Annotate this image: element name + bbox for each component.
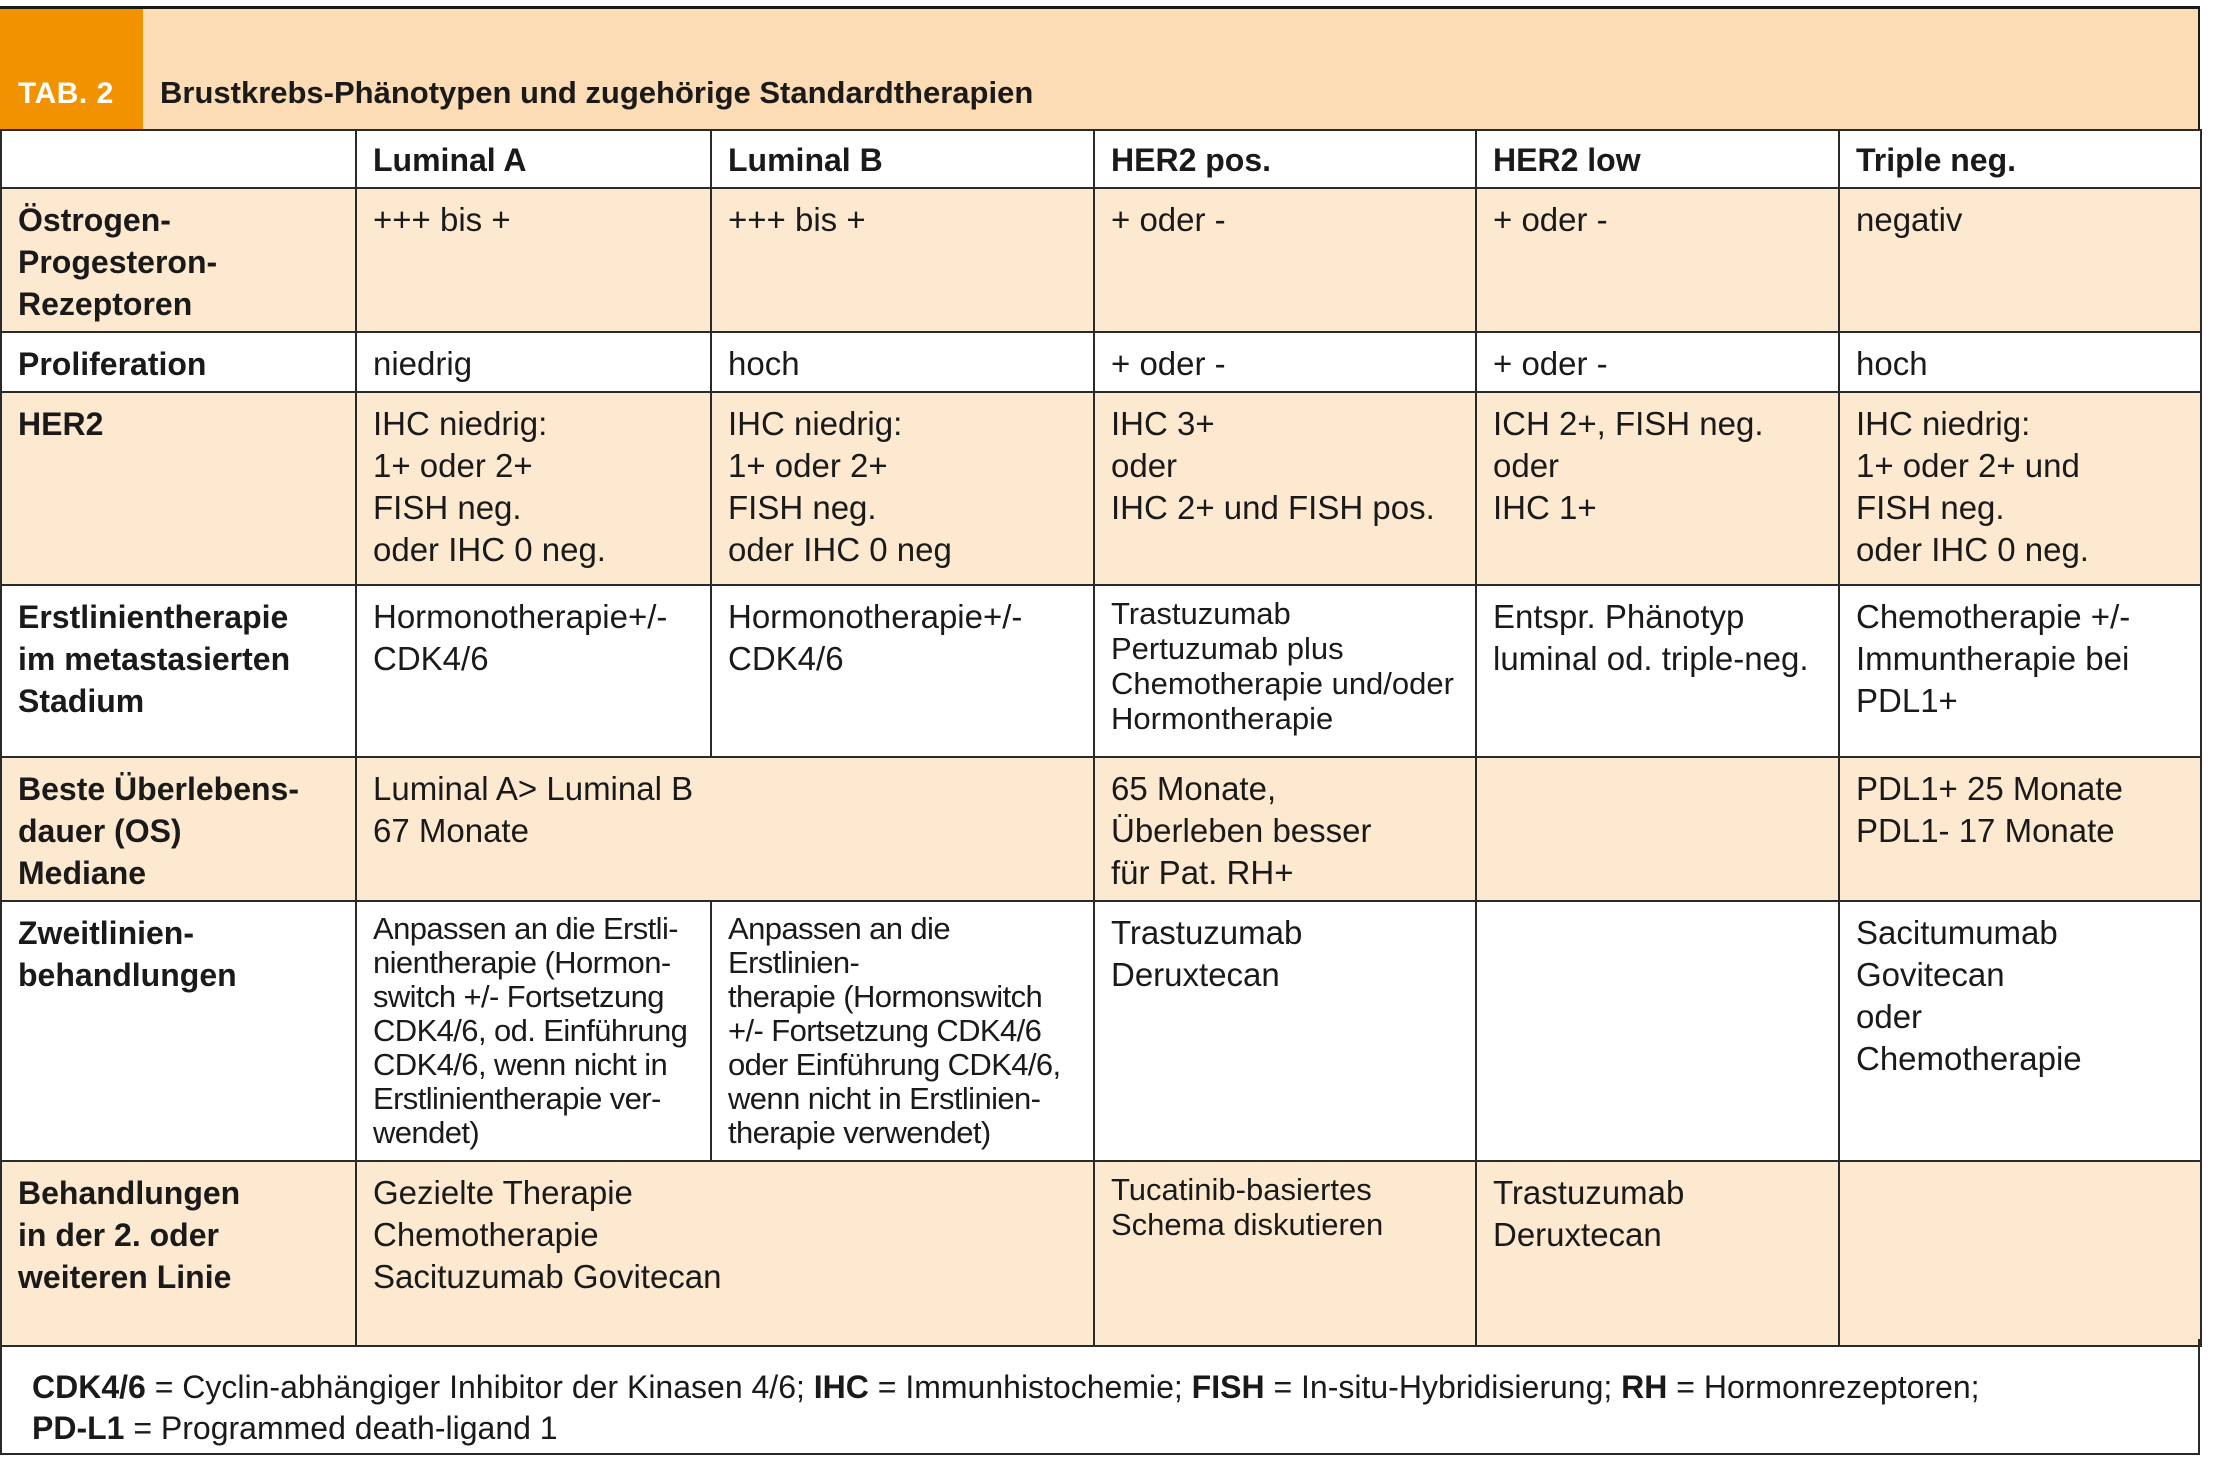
- cell-survival-her2-pos: 65 Monate, Überleben besser für Pat. RH+: [1094, 757, 1476, 901]
- cell-further-line-luminal-ab: Gezielte Therapie Chemotherapie Sacituzumab Govitecan: [356, 1161, 1094, 1346]
- table-title: Brustkrebs-Phänotypen und zugehörige Standardtherapien: [160, 75, 1034, 110]
- cell-her2-her2-pos: IHC 3+ oder IHC 2+ und FISH pos.: [1094, 392, 1476, 585]
- cell-receptors-luminal-b: +++ bis +: [711, 188, 1094, 332]
- cell-receptors-triple-neg: negativ: [1839, 188, 2201, 332]
- row-label-her2: HER2: [1, 392, 356, 585]
- cell-first-line-triple-neg: Chemotherapie +/- Immuntherapie bei PDL1+: [1839, 585, 2201, 757]
- footnote-abbr-pdl1: PD-L1: [32, 1410, 125, 1446]
- cell-proliferation-her2-low: + oder -: [1476, 332, 1839, 392]
- table-row-further-line: [1, 1161, 2201, 1346]
- table-row-proliferation: [1, 332, 2201, 392]
- row-label-survival: Beste Überlebens- dauer (OS) Mediane: [1, 757, 356, 901]
- tab-label: TAB. 2: [0, 9, 143, 129]
- column-header-luminal-a: Luminal A: [356, 130, 711, 188]
- table-row-receptors: [1, 188, 2201, 332]
- column-header-triple-neg: Triple neg.: [1839, 130, 2201, 188]
- cell-her2-luminal-b: IHC niedrig: 1+ oder 2+ FISH neg. oder IHC 0 neg: [711, 392, 1094, 585]
- cell-further-line-triple-neg: [1839, 1161, 2201, 1346]
- footnote-def-pdl1: = Programmed death-ligand 1: [124, 1410, 558, 1446]
- cell-first-line-her2-pos: Trastuzumab Pertuzumab plus Chemotherapie und/oder Hormontherapie: [1094, 585, 1476, 757]
- footnote-abbr-ihc: IHC: [813, 1369, 869, 1405]
- header-row: [1, 130, 2201, 188]
- cell-first-line-her2-low: Entspr. Phänotyp luminal od. triple-neg.: [1476, 585, 1839, 757]
- row-label-further-line: Behandlungen in der 2. oder weiteren Linie: [1, 1161, 356, 1346]
- footnote-def-ihc: = Immunhistochemie;: [868, 1369, 1192, 1405]
- cell-receptors-luminal-a: +++ bis +: [356, 188, 711, 332]
- cell-survival-luminal-ab: Luminal A> Luminal B 67 Monate: [356, 757, 1094, 901]
- cell-second-line-triple-neg: Sacitumumab Govitecan oder Chemotherapie: [1839, 901, 2201, 1161]
- cell-further-line-her2-low: Trastuzumab Deruxtecan: [1476, 1161, 1839, 1346]
- table-row-second-line: [1, 901, 2201, 1161]
- cell-her2-her2-low: ICH 2+, FISH neg. oder IHC 1+: [1476, 392, 1839, 585]
- cell-receptors-her2-pos: + oder -: [1094, 188, 1476, 332]
- table-row-survival: [1, 757, 2201, 901]
- row-label-receptors: Östrogen- Progesteron- Rezeptoren: [1, 188, 356, 332]
- footnote-def-rh: = Hormonrezeptoren;: [1667, 1369, 1980, 1405]
- cell-further-line-her2-pos: Tucatinib-basiertes Schema diskutieren: [1094, 1161, 1476, 1346]
- cell-her2-triple-neg: IHC niedrig: 1+ oder 2+ und FISH neg. oder IHC 0 neg.: [1839, 392, 2201, 585]
- table-row-her2: [1, 392, 2201, 585]
- cell-proliferation-luminal-a: niedrig: [356, 332, 711, 392]
- cell-second-line-her2-pos: Trastuzumab Deruxtecan: [1094, 901, 1476, 1161]
- footnote-def-cdk: = Cyclin-abhängiger Inhibitor der Kinasen 4/6;: [145, 1369, 814, 1405]
- cell-second-line-her2-low: [1476, 901, 1839, 1161]
- table-frame: [0, 6, 2200, 1460]
- cell-proliferation-triple-neg: hoch: [1839, 332, 2201, 392]
- footnote-abbr-cdk: CDK4/6: [32, 1369, 146, 1405]
- cell-receptors-her2-low: + oder -: [1476, 188, 1839, 332]
- row-label-first-line: Erstlinientherapie im metastasierten Stadium: [1, 585, 356, 757]
- footnote-abbr-rh: RH: [1621, 1369, 1668, 1405]
- cell-first-line-luminal-b: Hormonotherapie+/- CDK4/6: [711, 585, 1094, 757]
- cell-first-line-luminal-a: Hormonotherapie+/- CDK4/6: [356, 585, 711, 757]
- footnote: [0, 1339, 2200, 1455]
- row-label-second-line: Zweitlinien- behandlungen: [1, 901, 356, 1161]
- column-header-empty: [1, 130, 356, 188]
- cell-second-line-luminal-b: Anpassen an die Erstlinien- therapie (Hormonswitch +/- Fortsetzung CDK4/6 oder Einführung CDK4/6, wenn nicht in Erstlinien- therapie verwendet): [711, 901, 1094, 1161]
- table-row-first-line: [1, 585, 2201, 757]
- cell-her2-luminal-a: IHC niedrig: 1+ oder 2+ FISH neg. oder IHC 0 neg.: [356, 392, 711, 585]
- cell-proliferation-her2-pos: + oder -: [1094, 332, 1476, 392]
- cell-second-line-luminal-a: Anpassen an die Erstli- nientherapie (Hormon- switch +/- Fortsetzung CDK4/6, od. Einführung CDK4/6, wenn nicht in Erstlinientherapie ver- wendet): [356, 901, 711, 1161]
- cell-survival-triple-neg: PDL1+ 25 Monate PDL1- 17 Monate: [1839, 757, 2201, 901]
- footnote-abbr-fish: FISH: [1191, 1369, 1265, 1405]
- phenotype-table: [0, 129, 2202, 1347]
- column-header-her2-pos: HER2 pos.: [1094, 130, 1476, 188]
- title-bar: [0, 9, 2200, 129]
- column-header-luminal-b: Luminal B: [711, 130, 1094, 188]
- row-label-proliferation: Proliferation: [1, 332, 356, 392]
- cell-proliferation-luminal-b: hoch: [711, 332, 1094, 392]
- footnote-def-fish: = In-situ-Hybridisierung;: [1264, 1369, 1622, 1405]
- cell-survival-her2-low: [1476, 757, 1839, 901]
- column-header-her2-low: HER2 low: [1476, 130, 1839, 188]
